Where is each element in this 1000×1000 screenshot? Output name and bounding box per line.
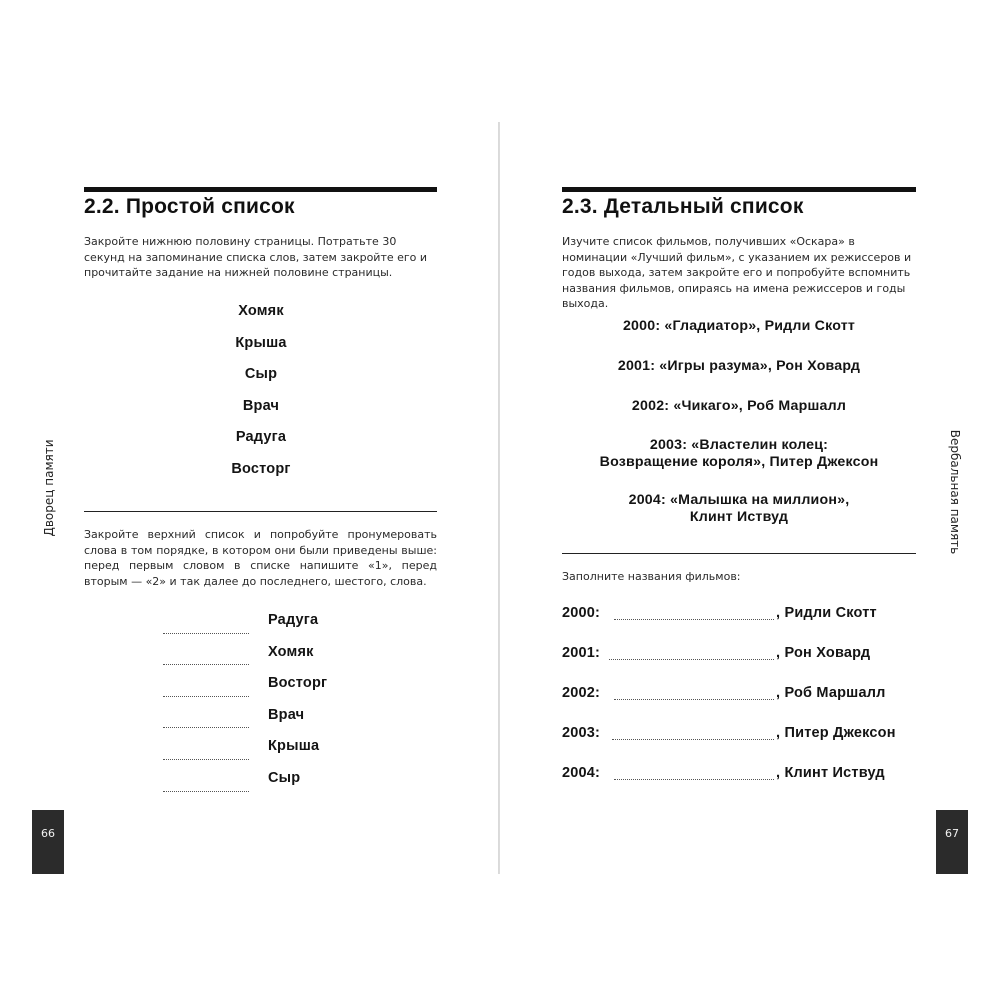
section-title: 2.3. Детальный список bbox=[562, 195, 804, 218]
list-item bbox=[163, 612, 383, 644]
answer-director: , Питер Джексон bbox=[776, 725, 896, 741]
title-rule bbox=[562, 187, 916, 192]
answer-director: , Роб Маршалл bbox=[776, 685, 886, 701]
section-title: 2.2. Простой список bbox=[84, 195, 295, 218]
intro-paragraph: Изучите список фильмов, получивших «Оскара» в номинации «Лучший фильм», с указанием их режиссеров и годов выхода, затем закройте его и попробуйте вспомнить названия фильмов, опираясь на имена режиссеров и годы выхода. bbox=[562, 235, 912, 310]
list-item bbox=[562, 398, 916, 437]
answer-blank[interactable] bbox=[614, 698, 774, 700]
film-line: 2000: «Гладиатор», Ридли Скотт bbox=[622, 318, 856, 334]
list-item: Крыша bbox=[235, 334, 287, 351]
film-line: 2004: «Малышка на миллион», bbox=[628, 492, 850, 508]
answer-blank[interactable] bbox=[163, 727, 249, 728]
list-item bbox=[562, 645, 922, 685]
answer-director: , Клинт Иствуд bbox=[776, 765, 885, 781]
list-item bbox=[562, 725, 922, 765]
chapter-side-label: Дворец памяти bbox=[42, 439, 56, 537]
list-item bbox=[163, 644, 383, 676]
fill-prompt: Заполните названия фильмов: bbox=[562, 570, 741, 583]
answer-director: , Ридли Скотт bbox=[776, 605, 877, 621]
list-item: Восторг bbox=[231, 460, 291, 477]
list-item bbox=[562, 605, 922, 645]
list-item bbox=[562, 358, 916, 398]
list-item: Сыр bbox=[244, 366, 278, 382]
list-item bbox=[163, 707, 383, 739]
list-item bbox=[562, 492, 916, 532]
answer-blank[interactable] bbox=[163, 696, 249, 697]
film-line: 2001: «Игры разума», Рон Ховард bbox=[617, 358, 861, 374]
exercise-word: Сыр bbox=[268, 769, 301, 786]
title-rule bbox=[84, 187, 437, 192]
answer-year: 2003: bbox=[562, 725, 601, 741]
intro-paragraph: Закройте нижнюю половину страницы. Потратьте 30 секунд на запоминание списка слов, затем закройте его и прочитайте задание на нижней половине страницы. bbox=[84, 235, 428, 279]
answer-blank[interactable] bbox=[163, 664, 249, 665]
list-item bbox=[562, 437, 916, 492]
list-item: Врач bbox=[242, 397, 280, 414]
oscar-film-list bbox=[562, 318, 916, 532]
film-recall-exercise bbox=[562, 605, 922, 805]
answer-blank[interactable] bbox=[163, 791, 249, 792]
list-item bbox=[163, 738, 383, 770]
film-line: 2002: «Чикаго», Роб Маршалл bbox=[631, 398, 847, 414]
numbering-exercise bbox=[163, 612, 383, 802]
list-item bbox=[562, 318, 916, 358]
answer-year: 2002: bbox=[562, 685, 601, 701]
exercise-word: Радуга bbox=[268, 612, 319, 628]
answer-year: 2001: bbox=[562, 645, 601, 661]
list-item bbox=[163, 770, 383, 802]
answer-blank[interactable] bbox=[163, 633, 249, 634]
film-line: 2003: «Властелин колец: bbox=[649, 437, 829, 453]
answer-director: , Рон Ховард bbox=[776, 645, 871, 661]
list-item bbox=[562, 685, 922, 725]
divider bbox=[562, 553, 916, 554]
film-line: Клинт Иствуд bbox=[689, 509, 789, 525]
task-paragraph: Закройте верхний список и попробуйте пронумеровать слова в том порядке, в котором они были приведены выше: перед первым словом в списке напишите «1», перед вторым — «2» и так далее до последнего, шестого, слова. bbox=[84, 528, 437, 588]
list-item: Радуга bbox=[235, 429, 287, 445]
divider bbox=[84, 511, 437, 512]
exercise-word: Крыша bbox=[268, 738, 320, 755]
exercise-word: Врач bbox=[268, 706, 305, 723]
memorize-word-list bbox=[160, 303, 362, 492]
film-line: Возвращение короля», Питер Джексон bbox=[599, 454, 879, 470]
page-number: 67 bbox=[936, 810, 968, 874]
answer-blank[interactable] bbox=[609, 658, 774, 660]
answer-blank[interactable] bbox=[614, 618, 774, 620]
answer-year: 2000: bbox=[562, 605, 601, 621]
list-item bbox=[163, 675, 383, 707]
chapter-side-label: Вербальная память bbox=[948, 429, 962, 555]
answer-blank[interactable] bbox=[163, 759, 249, 760]
list-item bbox=[562, 765, 922, 805]
exercise-word: Восторг bbox=[268, 675, 328, 692]
answer-blank[interactable] bbox=[614, 778, 774, 780]
answer-blank[interactable] bbox=[612, 738, 774, 740]
right-page bbox=[500, 0, 1000, 1000]
page-number: 66 bbox=[32, 810, 64, 874]
exercise-word: Хомяк bbox=[268, 643, 314, 660]
list-item: Хомяк bbox=[238, 303, 284, 319]
answer-year: 2004: bbox=[562, 765, 601, 781]
